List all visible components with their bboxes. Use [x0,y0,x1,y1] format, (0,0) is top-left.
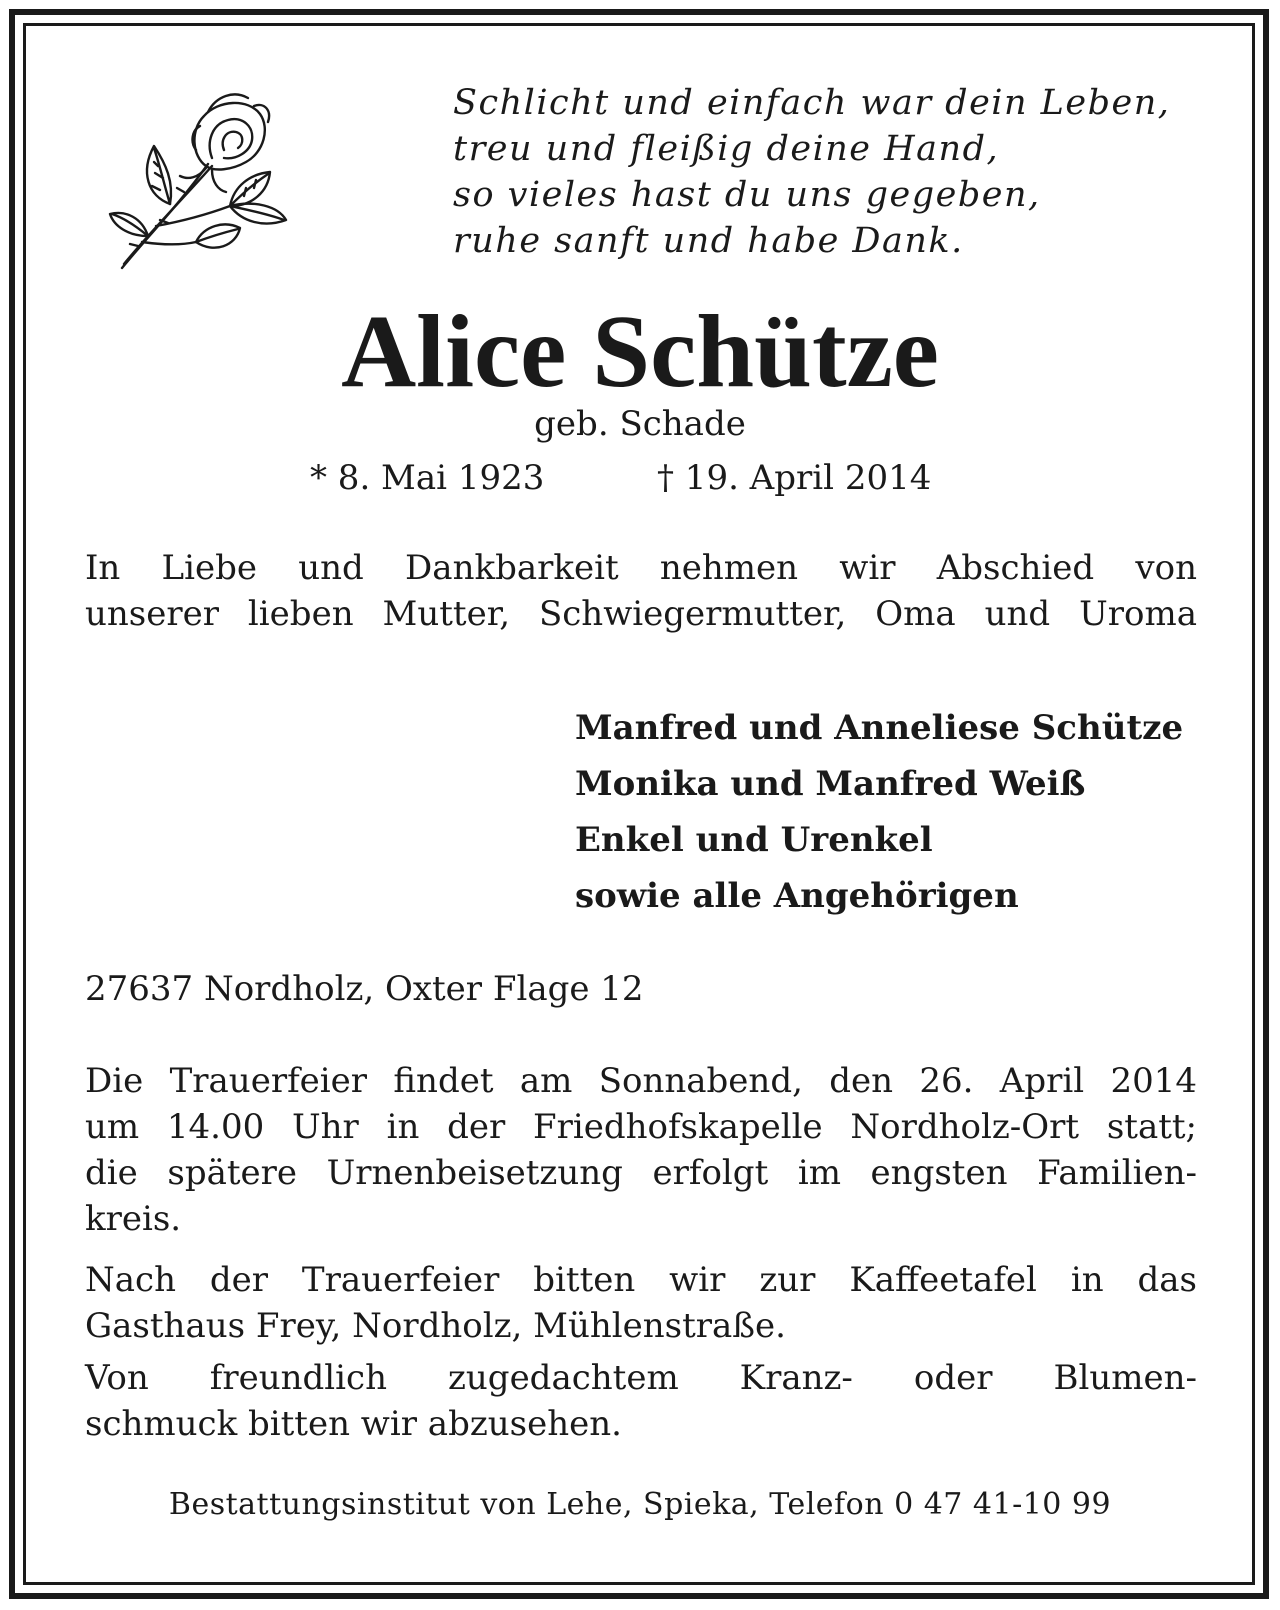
funeral-line: um 14.00 Uhr in der Friedhofskapelle Nordholz-Ort statt; [85,1107,1197,1147]
flowers-notice [85,1355,1197,1447]
deceased-name: Alice Schütze [341,294,939,409]
family-member: Manfred und Anneliese Schütze [575,708,1184,748]
intro-text [85,545,1197,637]
family-member: sowie alle Angehörigen [575,876,1019,916]
rose-icon [108,86,288,276]
family-member: Monika und Manfred Weiß [575,764,1086,804]
poem [453,80,1233,264]
intro-line: In Liebe und Dankbarkeit nehmen wir Abschied von [85,548,1197,588]
intro-line: unserer lieben Mutter, Schwiegermutter, Oma und Uroma [85,594,1197,634]
family-member: Enkel und Urenkel [575,820,933,860]
flowers-line: schmuck bitten wir abzusehen. [85,1404,622,1444]
poem-line: Schlicht und einfach war dein Leben, [453,83,1171,123]
funeral-notice [85,1058,1197,1242]
flowers-line: Von freundlich zugedachtem Kranz- oder Blumen- [85,1358,1197,1398]
maiden-name: geb. Schade [534,404,746,444]
birth-date: * 8. Mai 1923 [310,458,545,498]
poem-line: so vieles hast du uns gegeben, [453,175,1041,215]
reception-notice [85,1257,1197,1349]
funeral-line: kreis. [85,1199,182,1239]
death-date: † 19. April 2014 [657,458,932,498]
family-list [575,700,1183,924]
funeral-home-footer: Bestattungsinstitut von Lehe, Spieka, Telefon 0 47 41-10 99 [168,1487,1112,1522]
funeral-line: Die Trauerfeier findet am Sonnabend, den 26. April 2014 [85,1061,1197,1101]
poem-line: ruhe sanft und habe Dank. [453,221,964,261]
funeral-line: die spätere Urnenbeisetzung erfolgt im engsten Familien- [85,1153,1197,1193]
reception-line: Gasthaus Frey, Nordholz, Mühlenstraße. [85,1306,786,1346]
reception-line: Nach der Trauerfeier bitten wir zur Kaffeetafel in das [85,1260,1197,1300]
address: 27637 Nordholz, Oxter Flage 12 [85,969,644,1009]
poem-line: treu und fleißig deine Hand, [453,129,1000,169]
